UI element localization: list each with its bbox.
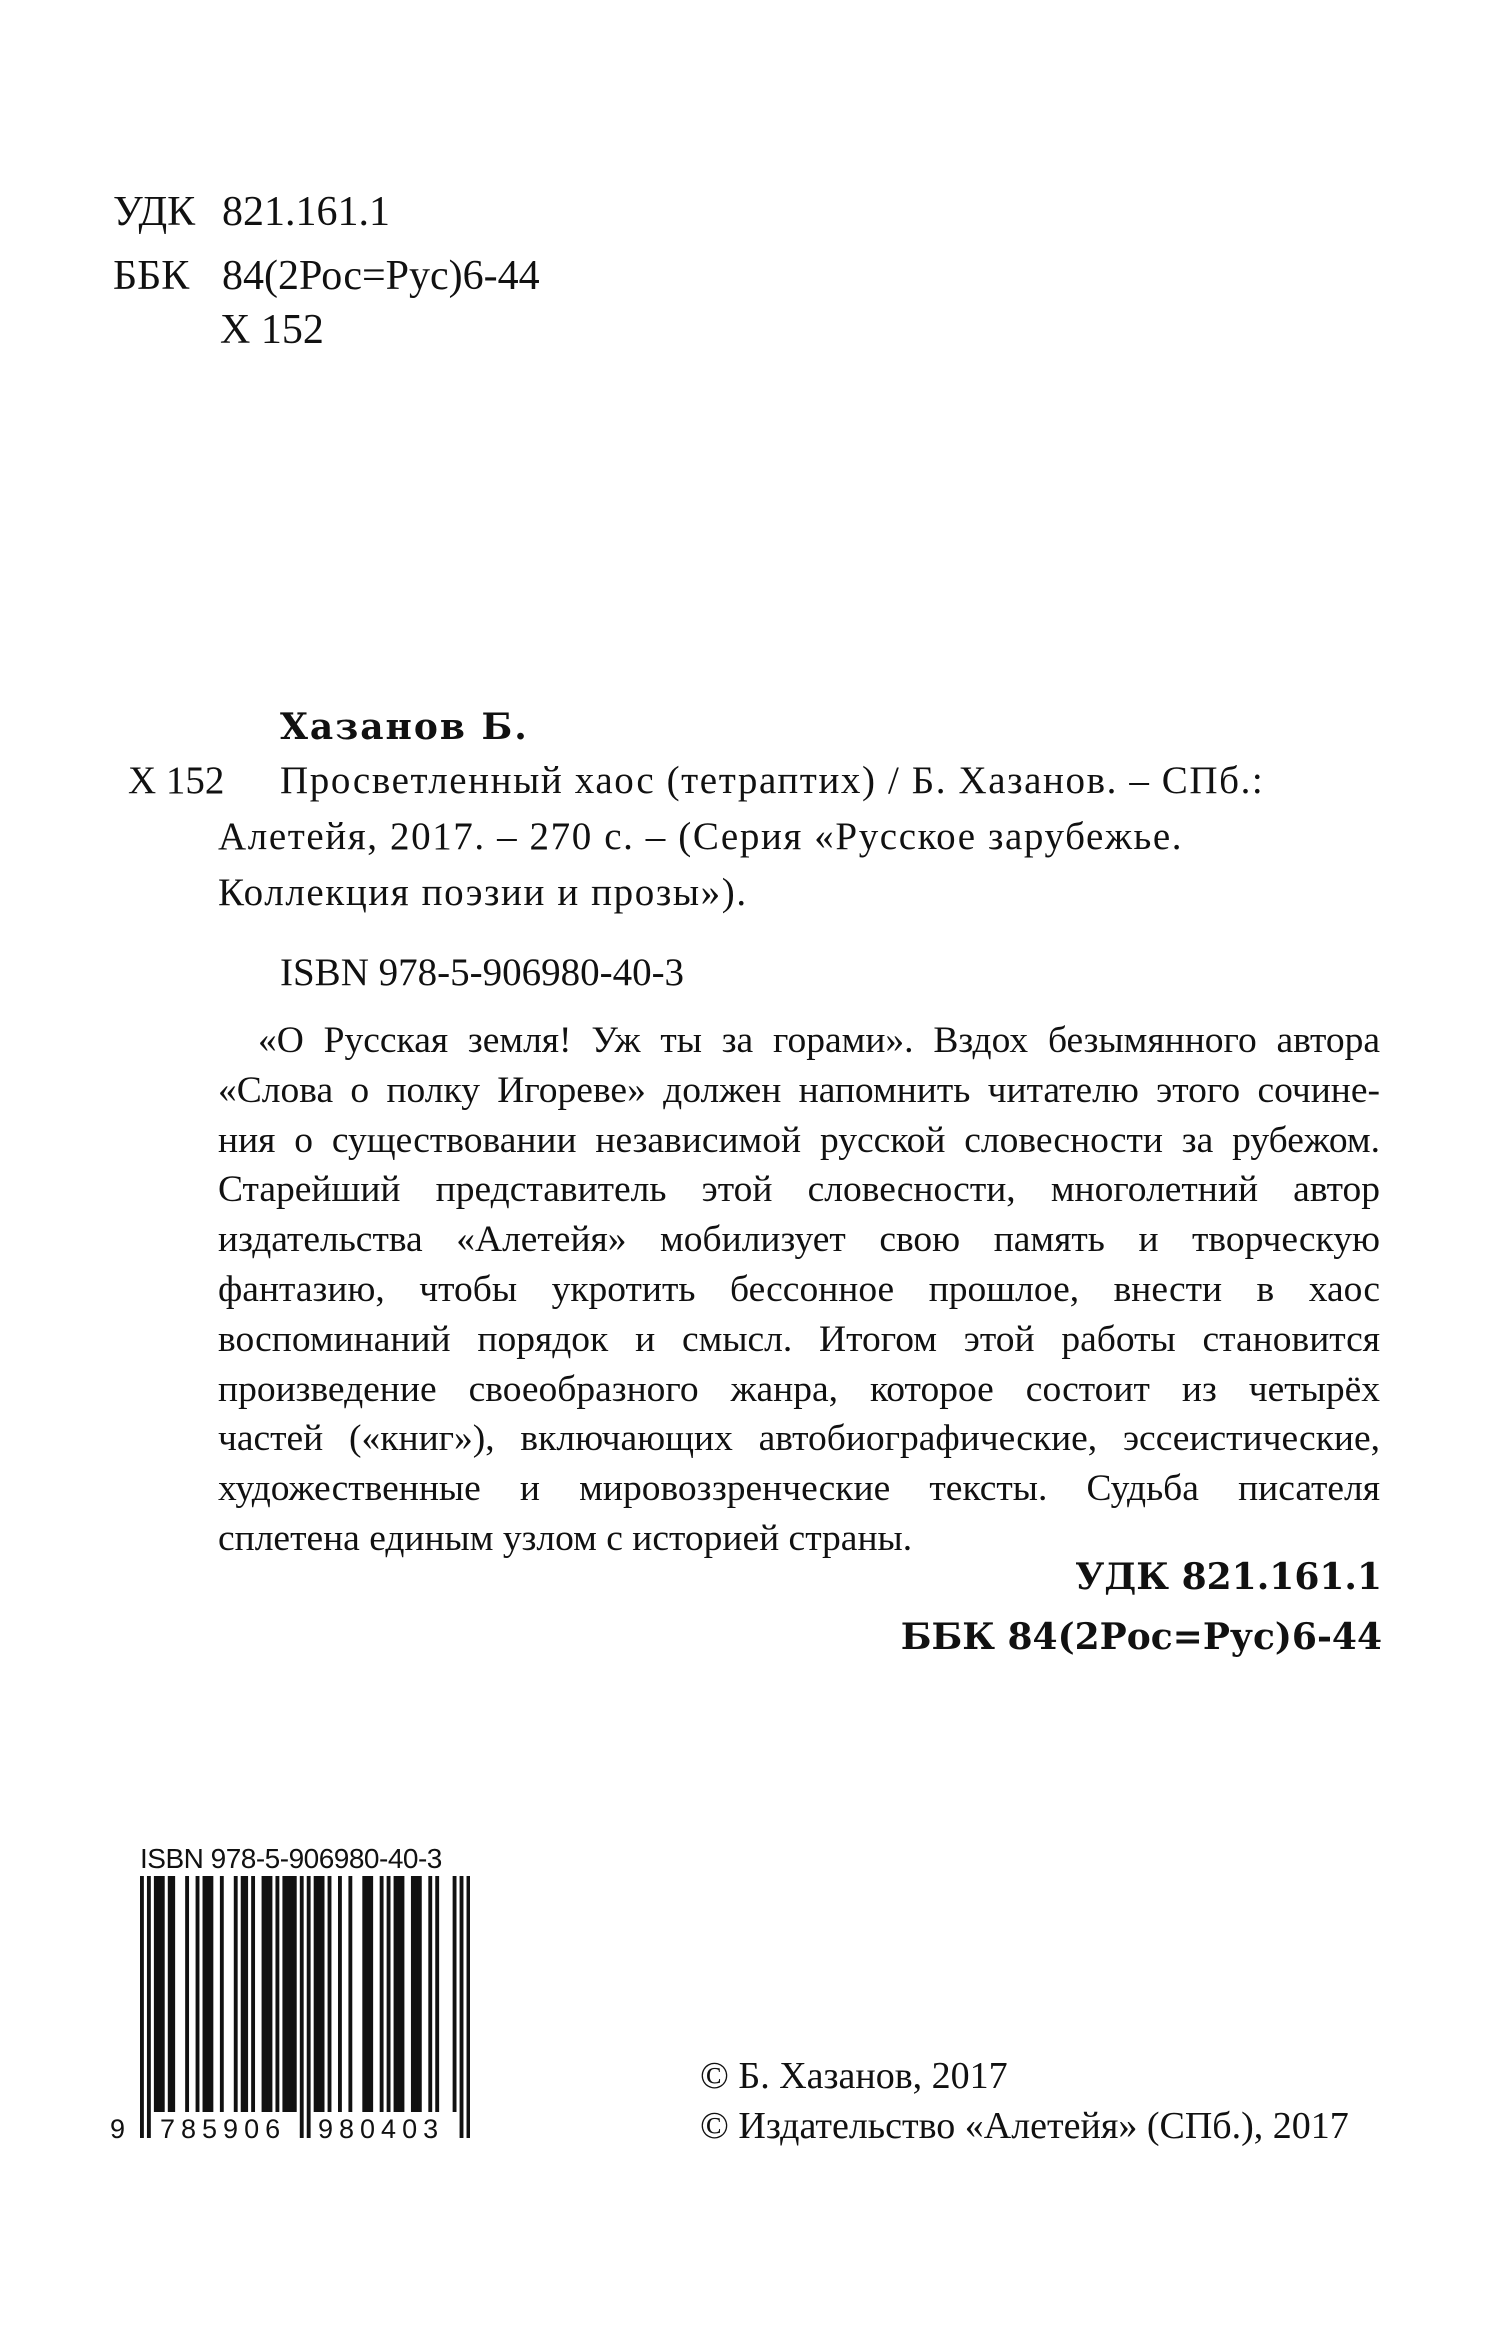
barcode-bar: [203, 1876, 207, 2112]
barcode-bar: [321, 1876, 325, 2112]
abstract-line: «Слова о полку Игореве» должен напомнить читателю этого сочине-: [218, 1069, 1380, 1111]
abstract-line: ния о существовании независимой русской словесности за рубежом.: [218, 1119, 1380, 1161]
barcode-bar: [220, 1876, 224, 2112]
abstract-line: произведение своеобразного жанра, которое состоит из четырёх: [218, 1368, 1380, 1410]
barcode-bar: [394, 1876, 398, 2112]
copyright-publisher: © Издательство «Алетейя» (СПб.), 2017: [700, 2105, 1349, 2147]
abstract-line: Старейший представитель этой словесности, многолетний автор: [218, 1169, 1380, 1211]
barcode-bar: [269, 1876, 273, 2112]
barcode-bar: [265, 1876, 269, 2112]
barcode-guard-bar: [300, 1876, 304, 2138]
abstract-line: воспоминаний порядок и смысл. Итогом этой работы становится: [218, 1318, 1380, 1360]
barcode-left-digits: 785906: [160, 2114, 287, 2144]
barcode-bar: [251, 1876, 255, 2112]
barcode-bar: [348, 1876, 352, 2112]
barcode-bar: [369, 1876, 373, 2112]
barcode-bar: [453, 1876, 457, 2112]
bbk-value: 84(2Рос=Рус)6-44: [222, 253, 540, 299]
barcode-bar: [362, 1876, 366, 2112]
barcode-bar: [161, 1876, 165, 2112]
barcode-guard-bar: [147, 1876, 151, 2138]
barcode-bar: [380, 1876, 384, 2112]
barcode-guard-bar: [307, 1876, 311, 2138]
author-code-top: Х 152: [220, 307, 324, 353]
bibliographic-line-3: Коллекция поэзии и прозы»).: [218, 871, 748, 914]
barcode-bar: [209, 1876, 213, 2112]
barcode-bar: [411, 1876, 415, 2112]
abstract-line: художественные и мировоззренческие тексты. Судьба писателя: [218, 1468, 1380, 1510]
abstract-line: частей («книг»), включающих автобиографические, эссеистические,: [218, 1418, 1380, 1460]
barcode-bar: [428, 1876, 432, 2112]
barcode-bar: [241, 1876, 245, 2112]
barcode-bar: [282, 1876, 286, 2112]
udk-bottom: УДК 821.161.1: [1075, 1556, 1382, 1598]
barcode-bar: [387, 1876, 391, 2112]
bibliographic-line-1: Просветленный хаос (тетраптих) / Б. Хазанов. – СПб.:: [280, 759, 1265, 802]
barcode-bar: [435, 1876, 439, 2112]
barcode-bar: [168, 1876, 172, 2112]
abstract: [218, 1016, 1380, 1564]
barcode-bar: [154, 1876, 158, 2112]
barcode-bar: [275, 1876, 279, 2112]
bbk-label: ББК: [113, 253, 190, 299]
barcode-bar: [206, 1876, 210, 2112]
barcode-guard-bar: [460, 1876, 464, 2138]
barcode-bar: [185, 1876, 189, 2112]
abstract-line: фантазию, чтобы укротить бессонное прошлое, внести в хаос: [218, 1268, 1380, 1310]
barcode-bar: [366, 1876, 370, 2112]
abstract-line: сплетена единым узлом с историей страны.: [218, 1517, 913, 1559]
barcode-bar: [262, 1876, 266, 2112]
barcode-bar: [171, 1876, 175, 2112]
barcode-bar: [314, 1876, 318, 2112]
copyright-author: © Б. Хазанов, 2017: [700, 2055, 1008, 2097]
card-author: Хазанов Б.: [280, 706, 529, 748]
barcode-bar: [289, 1876, 293, 2112]
udk-value: 821.161.1: [222, 189, 390, 235]
abstract-line: «О Русская земля! Уж ты за горами». Вздох безымянного автора: [258, 1020, 1380, 1061]
barcode-bar: [338, 1876, 342, 2112]
barcode-isbn-text: ISBN 978-5-906980-40-3: [140, 1843, 442, 1874]
barcode-lead-digit: 9: [110, 2114, 126, 2144]
barcode-bar: [157, 1876, 161, 2112]
barcode-bar: [244, 1876, 248, 2112]
barcode-bar: [401, 1876, 405, 2112]
barcode-right-digits: 980403: [318, 2114, 445, 2144]
barcode-bar: [286, 1876, 290, 2112]
barcode-guard-bar: [140, 1876, 144, 2138]
barcode-bar: [328, 1876, 332, 2112]
udk-label: УДК: [113, 189, 196, 235]
barcode-bar: [414, 1876, 418, 2112]
barcode-bar: [397, 1876, 401, 2112]
card-code: Х 152: [128, 759, 225, 802]
bbk-bottom: ББК 84(2Рос=Рус)6-44: [900, 1616, 1382, 1658]
barcode-bar: [317, 1876, 321, 2112]
abstract-line: издательства «Алетейя» мобилизует свою память и творческую: [218, 1219, 1380, 1261]
barcode: [140, 1876, 470, 2138]
bibliographic-line-2: Алетейя, 2017. – 270 с. – (Серия «Русское зарубежье.: [218, 815, 1184, 858]
barcode-bar: [293, 1876, 297, 2112]
barcode-guard-bar: [467, 1876, 470, 2138]
barcode-bar: [418, 1876, 422, 2112]
card-isbn: ISBN 978-5-906980-40-3: [280, 951, 685, 994]
barcode-bar: [234, 1876, 238, 2112]
barcode-bar: [196, 1876, 200, 2112]
